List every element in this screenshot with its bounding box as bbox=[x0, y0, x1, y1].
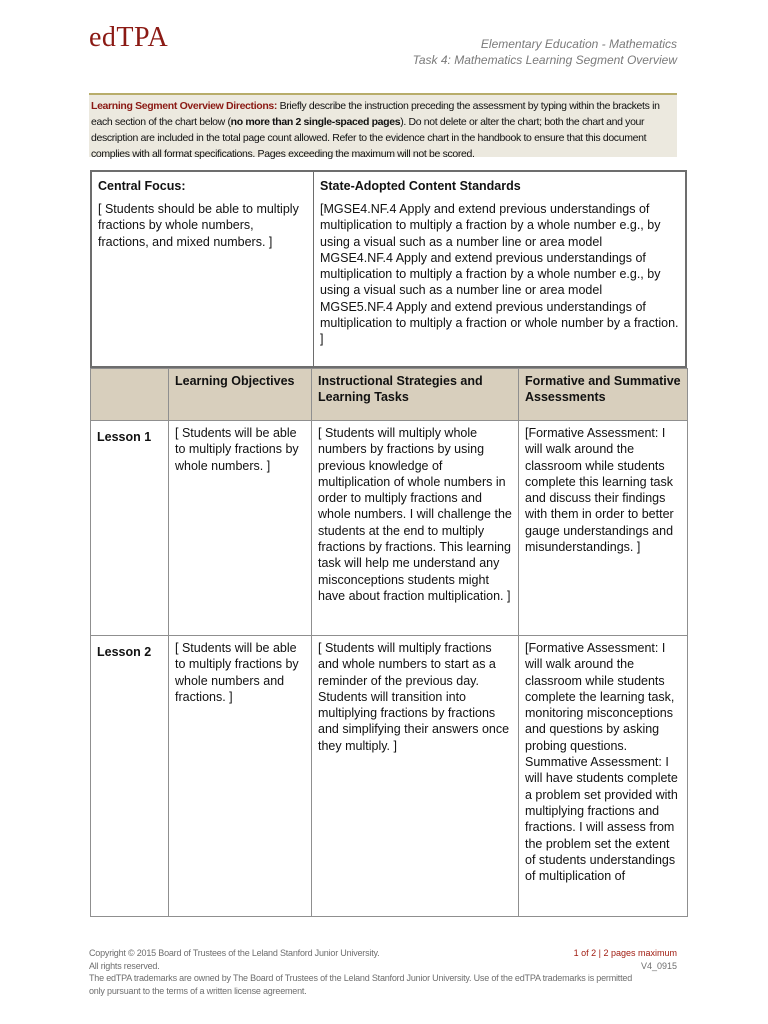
lesson-label: Lesson 2 bbox=[91, 636, 169, 917]
rights-text: All rights reserved. bbox=[89, 960, 160, 971]
copyright-text: Copyright © 2015 Board of Trustees of the Leland Stanford Junior University. bbox=[89, 948, 380, 958]
directions-label: Learning Segment Overview Directions: bbox=[91, 100, 278, 112]
assessments-cell[interactable] bbox=[519, 636, 688, 917]
strategies-cell[interactable]: [ Students will multiply fractions and whole numbers to start as a reminder of the previous day. Students will transition into multiplying fractions by fractions and simplifying their answers once they multiply. ] bbox=[312, 636, 519, 917]
standards-cell[interactable] bbox=[314, 172, 685, 366]
table-header-row bbox=[91, 369, 688, 421]
table-row bbox=[91, 421, 688, 636]
header-instructional-strategies: Instructional Strategies and Learning Tasks bbox=[312, 369, 519, 421]
version-label: V4_0915 bbox=[640, 960, 677, 971]
task-title: Task 4: Mathematics Learning Segment Overview bbox=[412, 53, 677, 67]
assessments-text[interactable]: [Formative Assessment: I will walk around the classroom while students complete the learning task, monitoring misconceptions and questions by asking probing questions. Summative Assessment: I will have students complete a problem set provided with multiplying fractions and fractions. I will assess from the problem set the extent of students understandings of multiplication of bbox=[525, 641, 678, 884]
directions-box bbox=[89, 93, 677, 160]
lesson-table bbox=[90, 368, 688, 917]
lesson-label: Lesson 1 bbox=[91, 421, 169, 636]
standards-text[interactable]: [MGSE4.NF.4 Apply and extend previous understandings of multiplication to multiply a fraction by a whole number e.g., by using a visual such as a number line or area model MGSE4.NF.4 Apply and extend previous understandings of multiplication to multiply a fraction by a whole number e.g., by using a visual such as a number line or area model MGSE5.NF.4 Apply and extend previous understandings of multiplication to multiply a fraction or whole number by a fraction. ] bbox=[320, 202, 679, 347]
footer-page-info bbox=[574, 947, 677, 972]
page-count: 1 of 2 | 2 pages maximum bbox=[573, 948, 677, 958]
directions-page-limit: no more than 2 single-spaced pages bbox=[230, 116, 401, 128]
objectives-cell[interactable]: [ Students will be able to multiply fractions by whole numbers. ] bbox=[169, 421, 312, 636]
header-learning-objectives: Learning Objectives bbox=[169, 369, 312, 421]
trademark-text: The edTPA trademarks are owned by The Board of Trustees of the Leland Stanford Junior University. Use of the edTPA trademarks is permitted only pursuant to the terms of a written license agreement. bbox=[89, 973, 633, 996]
standards-label: State-Adopted Content Standards bbox=[320, 179, 521, 193]
strategies-cell[interactable]: [ Students will multiply whole numbers by fractions by using previous knowledge of multiplication of whole numbers in order to multiply fractions and whole numbers. I will challenge the students at the end to multiply fractions by fractions. This learning task will help me understand any misconceptions students might have about fraction multiplication. ] bbox=[312, 421, 519, 636]
edtpa-logo: edTPA bbox=[89, 22, 169, 53]
central-focus-text[interactable]: [ Students should be able to multiply fractions by whole numbers, fractions, and mixed numbers. ] bbox=[98, 202, 299, 249]
central-focus-label: Central Focus: bbox=[98, 179, 186, 193]
header-assessments: Formative and Summative Assessments bbox=[519, 369, 688, 421]
table-row bbox=[91, 636, 688, 917]
subject-title: Elementary Education - Mathematics bbox=[480, 37, 677, 51]
header-empty bbox=[91, 369, 169, 421]
footer-legal bbox=[89, 947, 649, 997]
assessments-cell[interactable]: [Formative Assessment: I will walk around the classroom while students complete this learning task and discuss their findings with them in order to better gauge understandings and misunderstandings. ] bbox=[519, 421, 688, 636]
directions-text-1: Briefly describe the instruction preceding the assessment by typing within the brackets in each section of the chart below ( bbox=[91, 100, 660, 128]
central-focus-cell[interactable] bbox=[92, 172, 314, 366]
objectives-cell[interactable]: [ Students will be able to multiply fractions by whole numbers and fractions. ] bbox=[169, 636, 312, 917]
document-header bbox=[413, 36, 677, 68]
directions-text-2: ). Do not delete or alter the chart; both the chart and your description are included in the total page count allowed. Refer to the evidence chart in the handbook to ensure that this document complies with all format specifications. Pages exceeding the maximum will not be scored. bbox=[91, 116, 647, 160]
central-focus-table bbox=[90, 170, 687, 368]
